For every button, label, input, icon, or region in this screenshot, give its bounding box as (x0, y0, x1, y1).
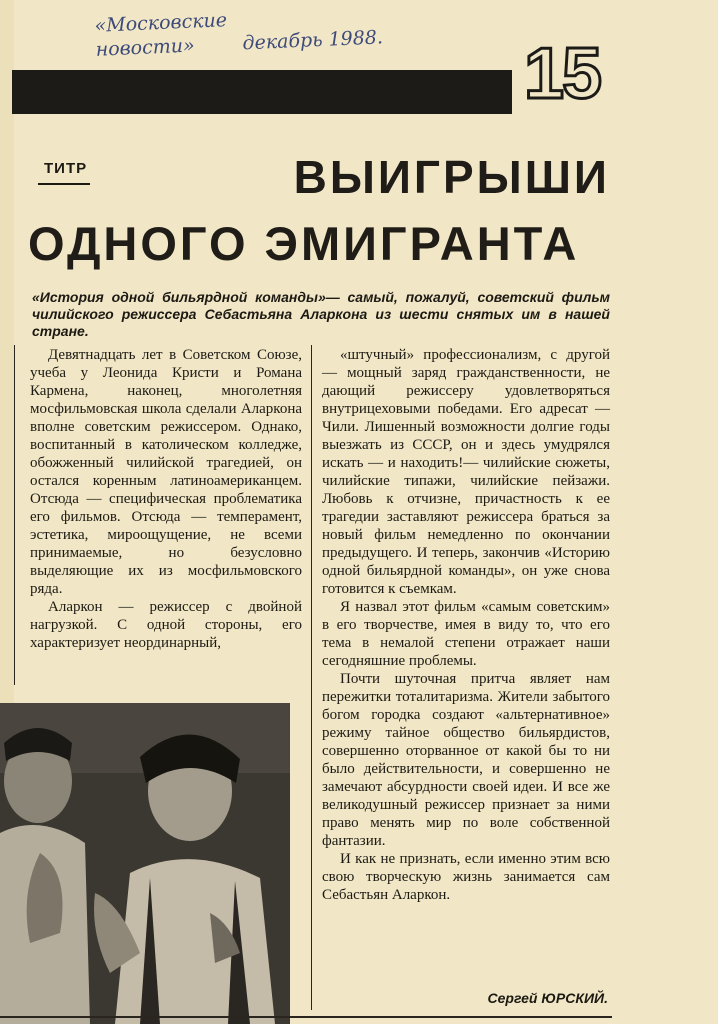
headline-line-2: ОДНОГО ЭМИГРАНТА (28, 217, 580, 270)
body-paragraph: Я назвал этот фильм «самым советским» в его творчестве, имея в виду то, что его тема в немалой степени отражает наши сегодняшние проблемы. (322, 599, 610, 669)
page-number: 15 (524, 34, 601, 114)
headline-line-1: ВЫИГРЫШИ (293, 151, 610, 203)
bottom-rule (0, 1016, 612, 1018)
handwritten-note (94, 0, 456, 62)
right-column (322, 346, 610, 904)
author-signature: Сергей ЮРСКИЙ. (487, 990, 608, 1006)
body-paragraph: И как не признать, если именно этим всю свою творческую жизнь занимается сам Себастьян Аларкон. (322, 851, 610, 903)
rubric-underline (38, 183, 90, 185)
lead-paragraph: «История одной бильярдной команды»— самый, пожалуй, советский фильм чилийского режиссера Себастьяна Аларкона из шести снятых им в нашей стране. (32, 289, 610, 339)
body-paragraph: Девятнадцать лет в Советском Союзе, учеба у Леонида Кристи и Романа Кармена, наконец, многолетняя мосфильмовская школа сделали Аларкона вполне советским режиссером. Однако, воспитанный в католическом колледже, обожженный чилийской трагедией, он остался коренным латиноамериканцем. Отсюда — специфическая проблематика его фильмов. Отсюда — темперамент, эстетика, мироощущение, не всеми принимаемые, но безусловно выделяющие их из мосфильмовского ряда. (30, 347, 302, 597)
film-still-illustration (0, 703, 290, 1024)
column-divider (311, 345, 312, 1010)
body-paragraph: Аларкон — режиссер с двойной нагрузкой. С одной стороны, его характеризует неординарный, (30, 599, 302, 651)
header-bar (12, 70, 512, 114)
handwritten-date: декабрь 1988. (242, 26, 384, 55)
film-still-photo (0, 703, 290, 1024)
handwritten-line-1: «Московские (94, 9, 228, 37)
body-paragraph: Почти шуточная притча являет нам пережитки тоталитаризма. Жители забытого богом городка создают «альтернативное» режиму тайное общество бильярдистов, совершенно оторванное от какой бы то ни было действительности, и совершенно не замечают абсурдности своей идеи. И все же великодушный режиссер признает за ними право менять мир по воле собственной фантазии. (322, 671, 610, 849)
left-column (30, 346, 302, 652)
rubric-label: ТИТР (44, 160, 88, 177)
handwritten-source: новости» (95, 34, 196, 61)
body-paragraph: «штучный» профессионализм, с другой — мощный заряд гражданственности, не дающий режиссеру удовлетворяться внутрицеховыми победами. Его адресат — Чили. Лишенный возможности долгие годы выезжать из СССР, он и здесь умудрялся искать — и находить!— чилийские сюжеты, чилийские типажи, чилийские пейзажи. Любовь к отчизне, причастность к ее трагедии заставляют режиссера браться за новый фильм немедленно по окончании предыдущего. И теперь, закончив «Историю одной бильярдной команды», он уже снова готовится к съемкам. (322, 347, 610, 597)
left-border-rule (14, 345, 15, 685)
